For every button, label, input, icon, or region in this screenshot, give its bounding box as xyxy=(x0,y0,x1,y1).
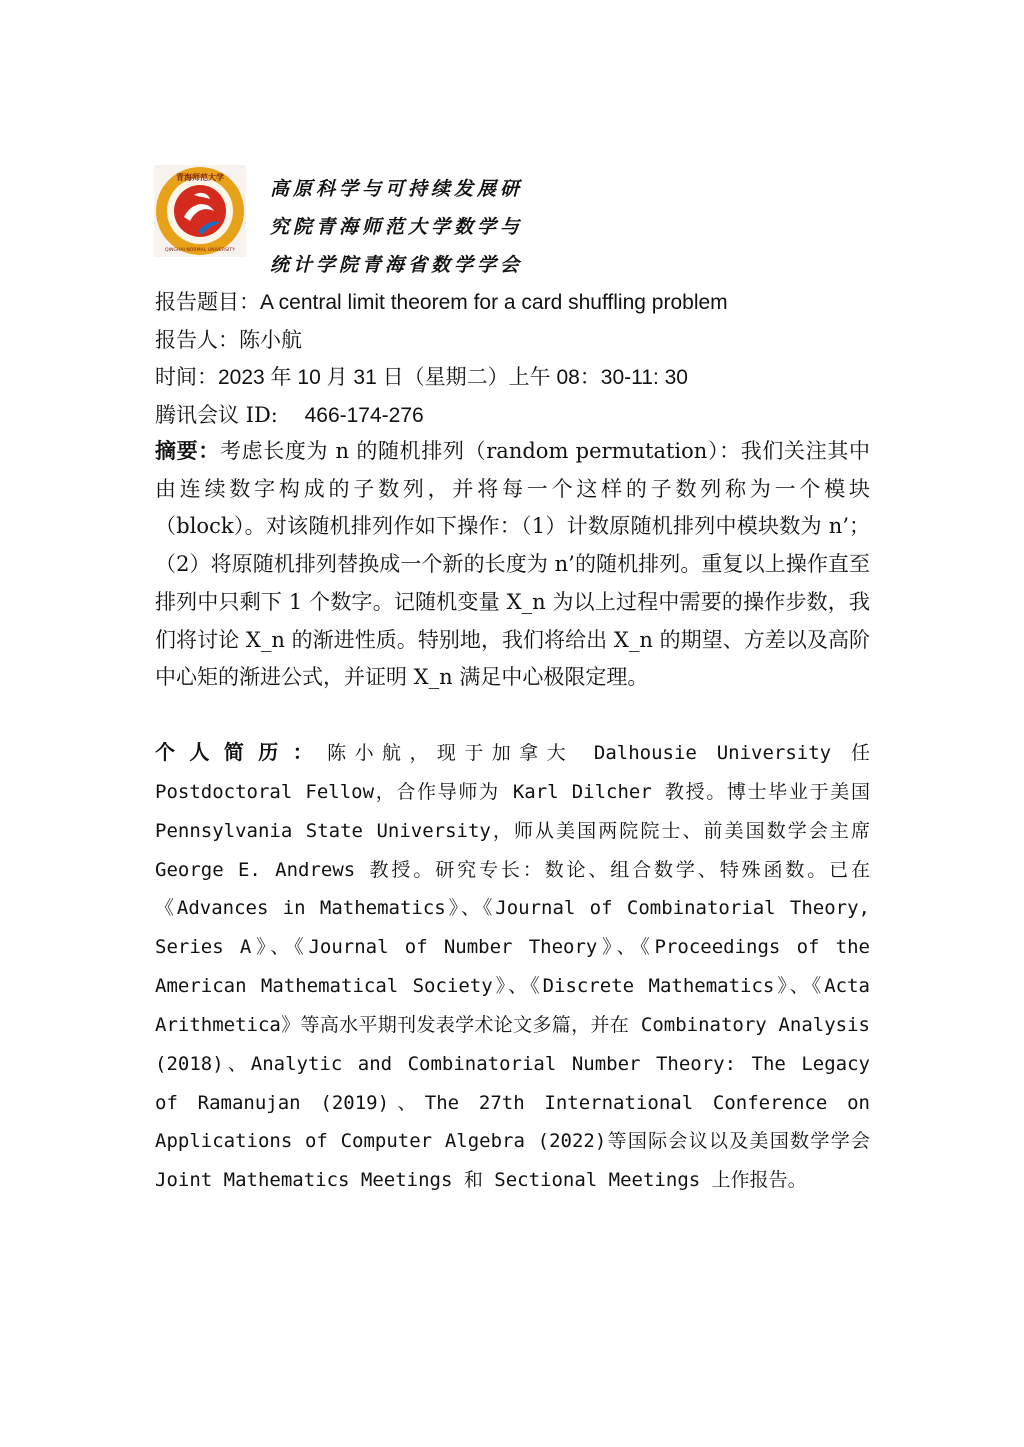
university-seal-icon xyxy=(154,165,246,257)
seal-ring-text-bottom: QINGHAI NORMAL UNIVERSITY xyxy=(164,248,236,253)
biography-text: 陈小航，现于加拿大 Dalhousie University 任 Postdoctoral Fellow，合作导师为 Karl Dilcher 教授。博士毕业于美国 Pennsylvania State University，师从美国两院院士、前美国数学会主席 George E. Andrews 教授。研究专长：数论、组合数学、特殊函数。已在《Advances in Mathematics》、《Journal of Combinatorial Theory, Series A》、《Journal of Number Theory》、《Proceedings of the American Mathematical Society》、《Discrete Mathematics》、《Acta Arithmetica》等高水平期刊发表学术论文多篇，并在 Combinatory Analysis (2018)、Analytic and Combinatorial Number Theory: The Legacy of Ramanujan (2019)、The 27th International Conference on Applications of Computer Algebra (2022)等国际会议以及美国数学学会 Joint Mathematics Meetings 和 Sectional Meetings 上作报告。 xyxy=(155,742,870,1192)
talk-title-value: A central limit theorem for a card shuffling problem xyxy=(260,291,728,314)
talk-info xyxy=(155,284,875,434)
logo-graphic xyxy=(154,165,246,257)
meeting-id-label: 腾讯会议 ID: xyxy=(155,402,278,427)
biography-label: 个人简历： xyxy=(155,740,328,764)
time-value: 2023 年 10 月 31 日（星期二）上午 08：30-11: 30 xyxy=(218,366,688,389)
org-line-2: 究院青海师范大学数学与 xyxy=(270,216,524,238)
org-line-1: 高原科学与可持续发展研 xyxy=(270,178,524,200)
speaker-line xyxy=(155,322,875,360)
speaker-label: 报告人： xyxy=(155,327,239,352)
org-line-3: 统计学院青海省数学学会 xyxy=(270,254,524,276)
speaker-value: 陈小航 xyxy=(239,327,302,352)
seal-ring-text-top: 青海师范大学 xyxy=(176,173,224,182)
biography-paragraph xyxy=(155,734,870,1200)
talk-title-line xyxy=(155,284,875,322)
abstract-text: 考虑长度为 n 的随机排列（random permutation）：我们关注其中由连续数字构成的子数列，并将每一个这样的子数列称为一个模块（block）。对该随机排列作如下操作：（1）计数原随机排列中模块数为 n’；（2）将原随机排列替换成一个新的长度为 n’的随机排列。重复以上操作直至排列中只剩下 1 个数字。记随机变量 X_n 为以上过程中需要的操作步数，我们将讨论 X_n 的渐进性质。特别地，我们将给出 X_n 的期望、方差以及高阶中心矩的渐进公式，并证明 X_n 满足中心极限定理。 xyxy=(155,439,871,690)
meeting-id-value: 466-174-276 xyxy=(304,403,424,427)
abstract-paragraph xyxy=(155,432,870,697)
talk-title-label: 报告题目： xyxy=(155,290,260,314)
organization-name xyxy=(270,170,600,284)
time-line xyxy=(155,359,875,397)
meeting-id-line xyxy=(155,397,875,435)
abstract-label: 摘要： xyxy=(155,438,220,463)
time-label: 时间： xyxy=(155,365,218,389)
